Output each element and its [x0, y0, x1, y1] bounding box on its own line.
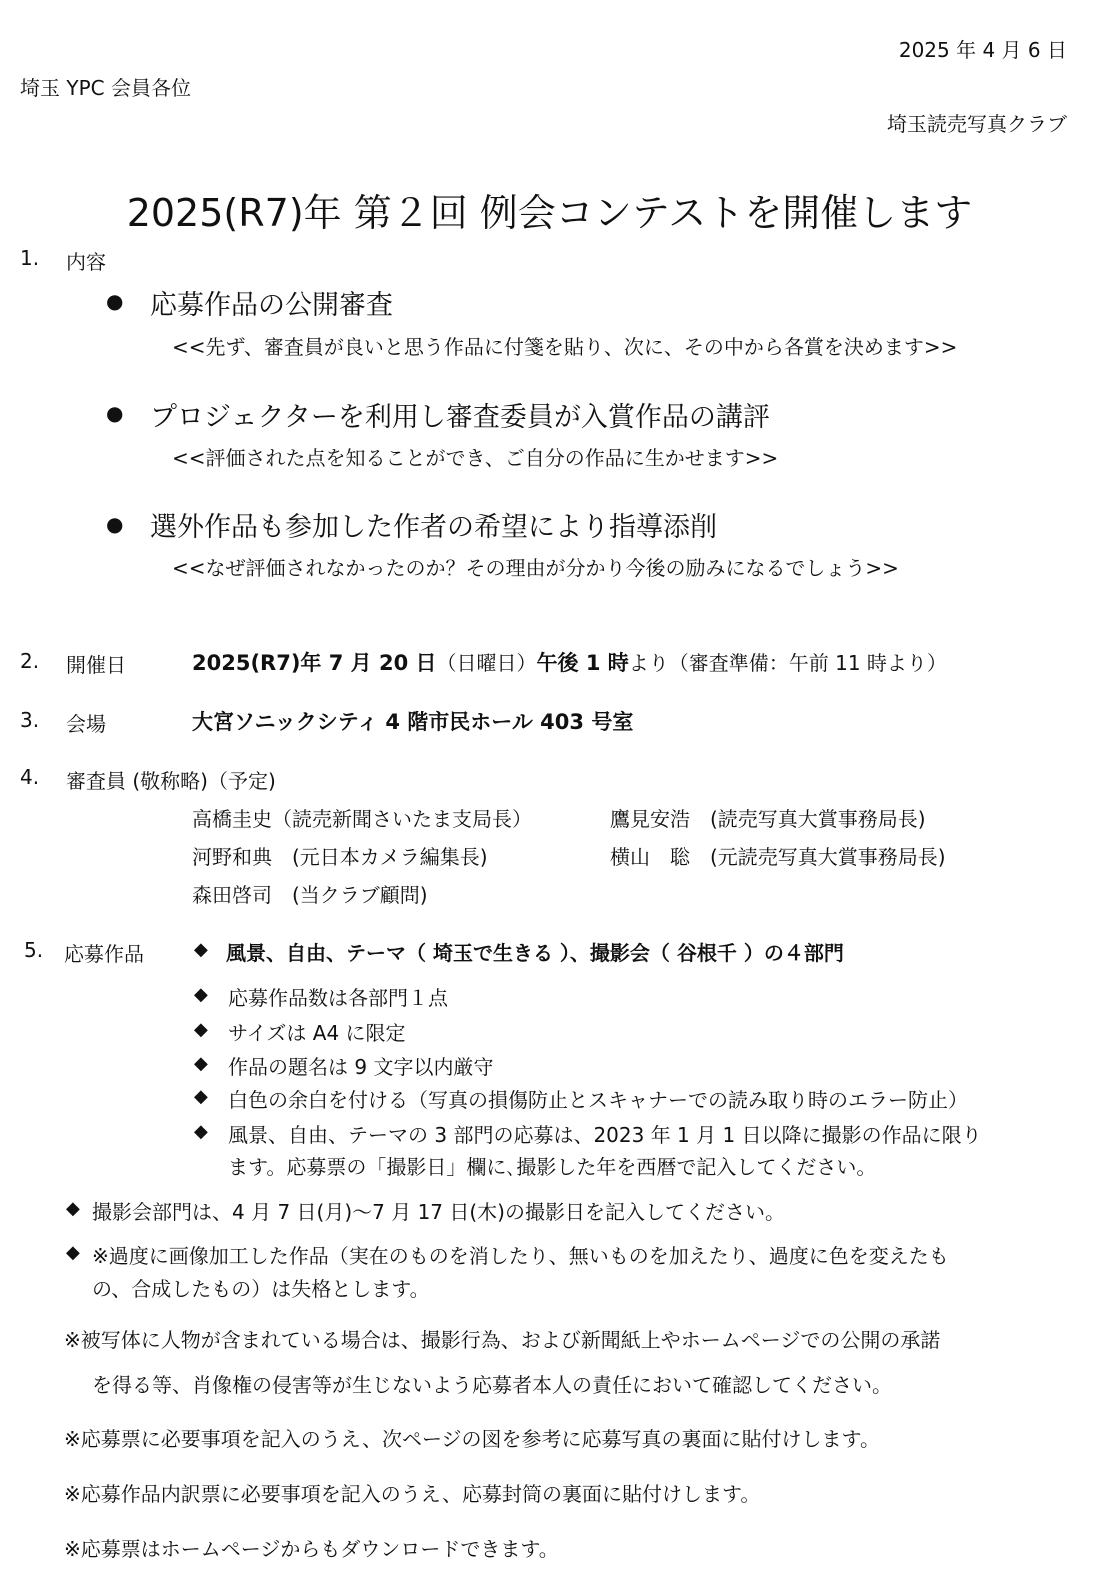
- judge-2: 鷹見安浩 (読売写真大賞事務局長): [610, 807, 926, 831]
- judge-1: 高橋圭史（読売新聞さいたま支局長）: [192, 807, 532, 831]
- section1-item-2: プロジェクターを利用し審査委員が入賞作品の講評: [150, 402, 770, 433]
- diamond-icon: ◆: [194, 1019, 208, 1040]
- section1-note-1: <<先ず、審査員が良いと思う作品に付箋を貼り、次に、その中から各賞を決めます>>: [172, 335, 958, 359]
- diamond-icon: ◆: [66, 1198, 80, 1219]
- remark-4: ※応募票はホームページからもダウンロードできます。: [64, 1537, 559, 1561]
- section1-note-3: <<なぜ評価されなかったのか？その理由が分かり今後の励みになるでしょう>>: [172, 556, 899, 580]
- section5-item-2: サイズは A4 に限定: [228, 1021, 406, 1045]
- section5-item-5: 風景、自由、テーマの 3 部門の応募は、2023 年 1 月 1 日以降に撮影の作品に限り: [228, 1123, 982, 1147]
- section5-item-1: 応募作品数は各部門１点: [228, 986, 448, 1010]
- section5-note-2: ※過度に画像加工した作品（実在のものを消したり、無いものを加えたり、過度に色を変えたも: [92, 1244, 949, 1268]
- event-time-note: より（審査準備：午前 11 時より）: [628, 651, 947, 675]
- section5-heading: 応募作品: [64, 942, 144, 966]
- section1-note-2: <<評価された点を知ることができ、ご自分の作品に生かせます>>: [172, 446, 779, 470]
- page-title: 2025(R7)年 第２回 例会コンテストを開催します: [126, 191, 973, 235]
- diamond-icon: ◆: [194, 984, 208, 1005]
- section1-number: 1.: [20, 246, 40, 270]
- remark-2: ※応募票に必要事項を記入のうえ、次ページの図を参考に応募写真の裏面に貼付けします。: [64, 1427, 880, 1451]
- section4-heading: 審査員 (敬称略)（予定): [66, 769, 276, 793]
- section5-number: 5.: [24, 938, 44, 962]
- venue: 大宮ソニックシティ 4 階市民ホール 403 号室: [192, 710, 634, 734]
- bullet-icon: ●: [106, 289, 124, 313]
- diamond-icon: ◆: [194, 1086, 208, 1107]
- remark-1: ※被写体に人物が含まれている場合は、撮影行為、および新聞紙上やホームページでの公開の承諾: [64, 1328, 941, 1352]
- diamond-icon: ◆: [194, 939, 208, 960]
- recipient: 埼玉 YPC 会員各位: [20, 76, 191, 100]
- section3-heading: 会場: [66, 712, 106, 736]
- remark-3: ※応募作品内訳票に必要事項を記入のうえ、応募封筒の裏面に貼付けします。: [64, 1482, 761, 1506]
- remark-1-cont: を得る等、肖像権の侵害等が生じないよう応募者本人の責任において確認してください。: [92, 1373, 892, 1397]
- section1-item-1: 応募作品の公開審査: [150, 290, 393, 321]
- diamond-icon: ◆: [194, 1121, 208, 1142]
- diamond-icon: ◆: [66, 1242, 80, 1263]
- bullet-icon: ●: [106, 401, 124, 425]
- section5-note-2-cont: の、合成したもの）は失格とします。: [92, 1277, 430, 1301]
- judge-5: 森田啓司 (当クラブ顧問): [192, 883, 428, 907]
- judge-3: 河野和典 (元日本カメラ編集長): [192, 845, 488, 869]
- section5-item-4: 白色の余白を付ける（写真の損傷防止とスキャナーでの読み取り時のエラー防止）: [228, 1088, 968, 1112]
- diamond-icon: ◆: [194, 1053, 208, 1074]
- section5-item-3: 作品の題名は 9 文字以内厳守: [228, 1055, 494, 1079]
- section5-lead: 風景、自由、テーマ（ 埼玉で生きる ）、撮影会（ 谷根千 ）の４部門: [226, 941, 844, 965]
- event-date: 2025(R7)年 7 月 20 日: [192, 651, 437, 675]
- section2-heading: 開催日: [66, 653, 126, 677]
- section5-item-5-cont: ます。応募票の「撮影日」欄に､撮影した年を西暦で記入してください。: [228, 1155, 877, 1179]
- section1-heading: 内容: [66, 250, 106, 274]
- section3-number: 3.: [20, 708, 40, 732]
- event-weekday: （日曜日）: [436, 651, 537, 675]
- event-time: 午後 1 時: [536, 651, 629, 675]
- event-date-line: [192, 647, 947, 677]
- section2-number: 2.: [20, 649, 40, 673]
- sender: 埼玉読売写真クラブ: [887, 112, 1067, 136]
- bullet-icon: ●: [106, 512, 124, 536]
- section4-number: 4.: [20, 765, 40, 789]
- document-date: 2025 年 4 月 6 日: [898, 38, 1067, 62]
- section5-note-1: 撮影会部門は、4 月 7 日(月)～7 月 17 日(木)の撮影日を記入してください。: [92, 1200, 785, 1224]
- section1-item-3: 選外作品も参加した作者の希望により指導添削: [150, 512, 717, 543]
- judge-4: 横山 聡 (元読売写真大賞事務局長): [610, 845, 946, 869]
